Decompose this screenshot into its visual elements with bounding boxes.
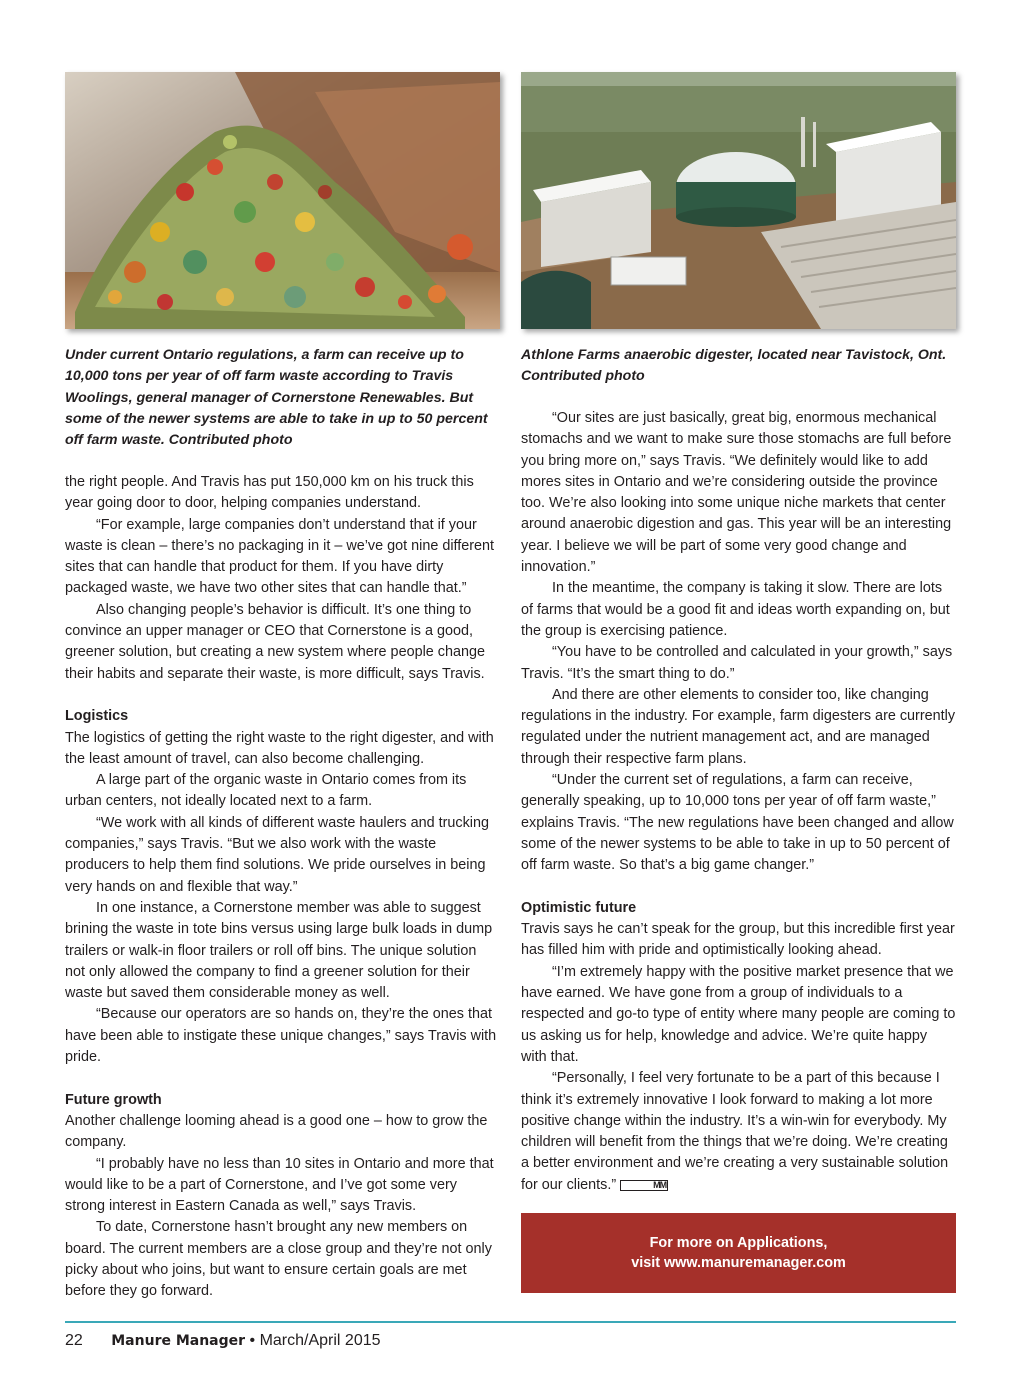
footer-separator: • [249,1332,256,1349]
page-footer [65,1332,381,1350]
paragraph: “Our sites are just basically, great big, enormous mechanical stomachs and we want to make sure those stomachs are full before you bring more on,” says Travis. “We definitely would like to add mores sites in Ontario and we’re considering outside the province too. We’re also looking into some unique niche markets that center around anaerobic digestion and gas. This year will be an interesting year. I believe we will be part of some very good change and innovation.” [521,410,952,576]
digester-farm-illustration [521,72,956,329]
organic-waste-illustration [65,72,500,329]
paragraph: Another challenge looming ahead is a good one – how to grow the company. [65,1112,488,1151]
paragraph: In one instance, a Cornerstone member was able to suggest brining the waste in tote bins versus using large bulk loads in dump trailers or walk-in floor trailers or roll off bins. The unique solution not only allowed the company to find a greener solution for their waste but saved them considerable money as well. [65,899,493,1002]
paragraph: To date, Cornerstone hasn’t brought any new members on board. The current members are a close group and they’re not only picky about who joins, but want to ensure certain goals are met before they go forward. [65,1219,492,1300]
issue-date: March/April 2015 [259,1332,381,1349]
photo-caption-right: Athlone Farms anaerobic digester, located near Tavistock, Ont. Contributed photo [521,347,947,385]
photo-caption-left: Under current Ontario regulations, a farm can receive up to 10,000 tons per year of off farm waste according to Travis Woolings, general manager of Cornerstone Renewables. But some of the newer systems are able to take in up to 50 percent off farm waste. Contributed photo [65,347,488,449]
promo-box [521,1213,956,1293]
article-column-right [521,408,956,1196]
promo-link[interactable]: visit www.manuremanager.com [631,1255,846,1271]
paragraph: “I probably have no less than 10 sites in Ontario and more that would like to be a part of Cornerstone, and I’ve got some very strong interest in Eastern Canada as well,” says Travis. [65,1155,494,1215]
footer-divider [65,1321,956,1323]
paragraph: The logistics of getting the right waste to the right digester, and with the least amount of travel, can also become challenging. [65,729,494,767]
paragraph: In the meantime, the company is taking it slow. There are lots of farms that would be a good fit and ideas worth expanding on, but the group is exercising patience. [521,580,950,639]
organic-waste-photo [65,72,500,329]
paragraph-final-text: “Personally, I feel very fortunate to be a part of this because I think it’s extremely innovative I look forward to making a lot more positive change within the industry. It’s a win-win for everybody. My children will benefit from the things that we’re doing. We’re creating a better environment and we’re creating a very sustainable solution for our clients.” [521,1070,949,1193]
anaerobic-digester-photo [521,72,956,329]
magazine-title: Manure Manager [111,1333,246,1349]
promo-line-1: For more on Applications, [649,1235,828,1251]
page-number: 22 [65,1332,83,1349]
article-column-left [65,472,500,1303]
paragraph: A large part of the organic waste in Ontario comes from its urban centers, not ideally located next to a farm. [65,772,467,810]
paragraph-final [521,1068,956,1196]
section-heading-future-growth: Future growth [65,1091,162,1108]
paragraph: “Under the current set of regulations, a farm can receive, generally speaking, up to 10,000 tons per year of off farm waste,” explains Travis. “The new regulations have been changed and allow some of the newer systems to be able to take in up to 50 percent of off farm waste. So that’s a big game changer.” [521,772,954,874]
section-heading-optimistic-future: Optimistic future [521,899,637,916]
section-heading-logistics: Logistics [65,708,129,725]
paragraph: Travis says he can’t speak for the group, but this incredible first year has filled him with pride and optimistically looking ahead. [521,921,955,959]
paragraph: And there are other elements to consider too, like changing regulations in the industry. For example, farm digesters are currently regulated under the nutrient management act, and are managed through their respective farm plans. [521,686,956,767]
paragraph: “We work with all kinds of different waste haulers and trucking companies,” says Travis. “But we also work with the waste producers to help them find solutions. We pride ourselves in being very hands on and flexible that way.” [65,814,489,895]
paragraph: “You have to be controlled and calculated in your growth,” says Travis. “It’s the smart thing to do.” [521,644,953,682]
paragraph: “For example, large companies don’t understand that if your waste is clean – there’s no packaging in it – we’ve got nine different sites that can handle that product for them. If you have dirty packaged waste, we have two other sites that can handle that.” [65,516,495,597]
paragraph: “I’m extremely happy with the positive market presence that we have earned. We have gone from a group of individuals to a respected and go-to type of entity where many people are coming to us asking us for help, knowledge and advice. We’re quite happy with that. [521,963,956,1065]
paragraph: Also changing people’s behavior is difficult. It’s one thing to convince an upper manager or CEO that Cornerstone is a good, greener solution, but creating a new system where people change their habits and separate their waste, is more difficult, says Travis. [65,601,485,682]
paragraph: the right people. And Travis has put 150,000 km on his truck this year going door to door, helping companies understand. [65,474,474,512]
paragraph: “Because our operators are so hands on, they’re the ones that have been able to instigate these unique changes,” says Travis with pride. [65,1006,497,1066]
mm-end-mark-icon: MM [620,1180,668,1191]
